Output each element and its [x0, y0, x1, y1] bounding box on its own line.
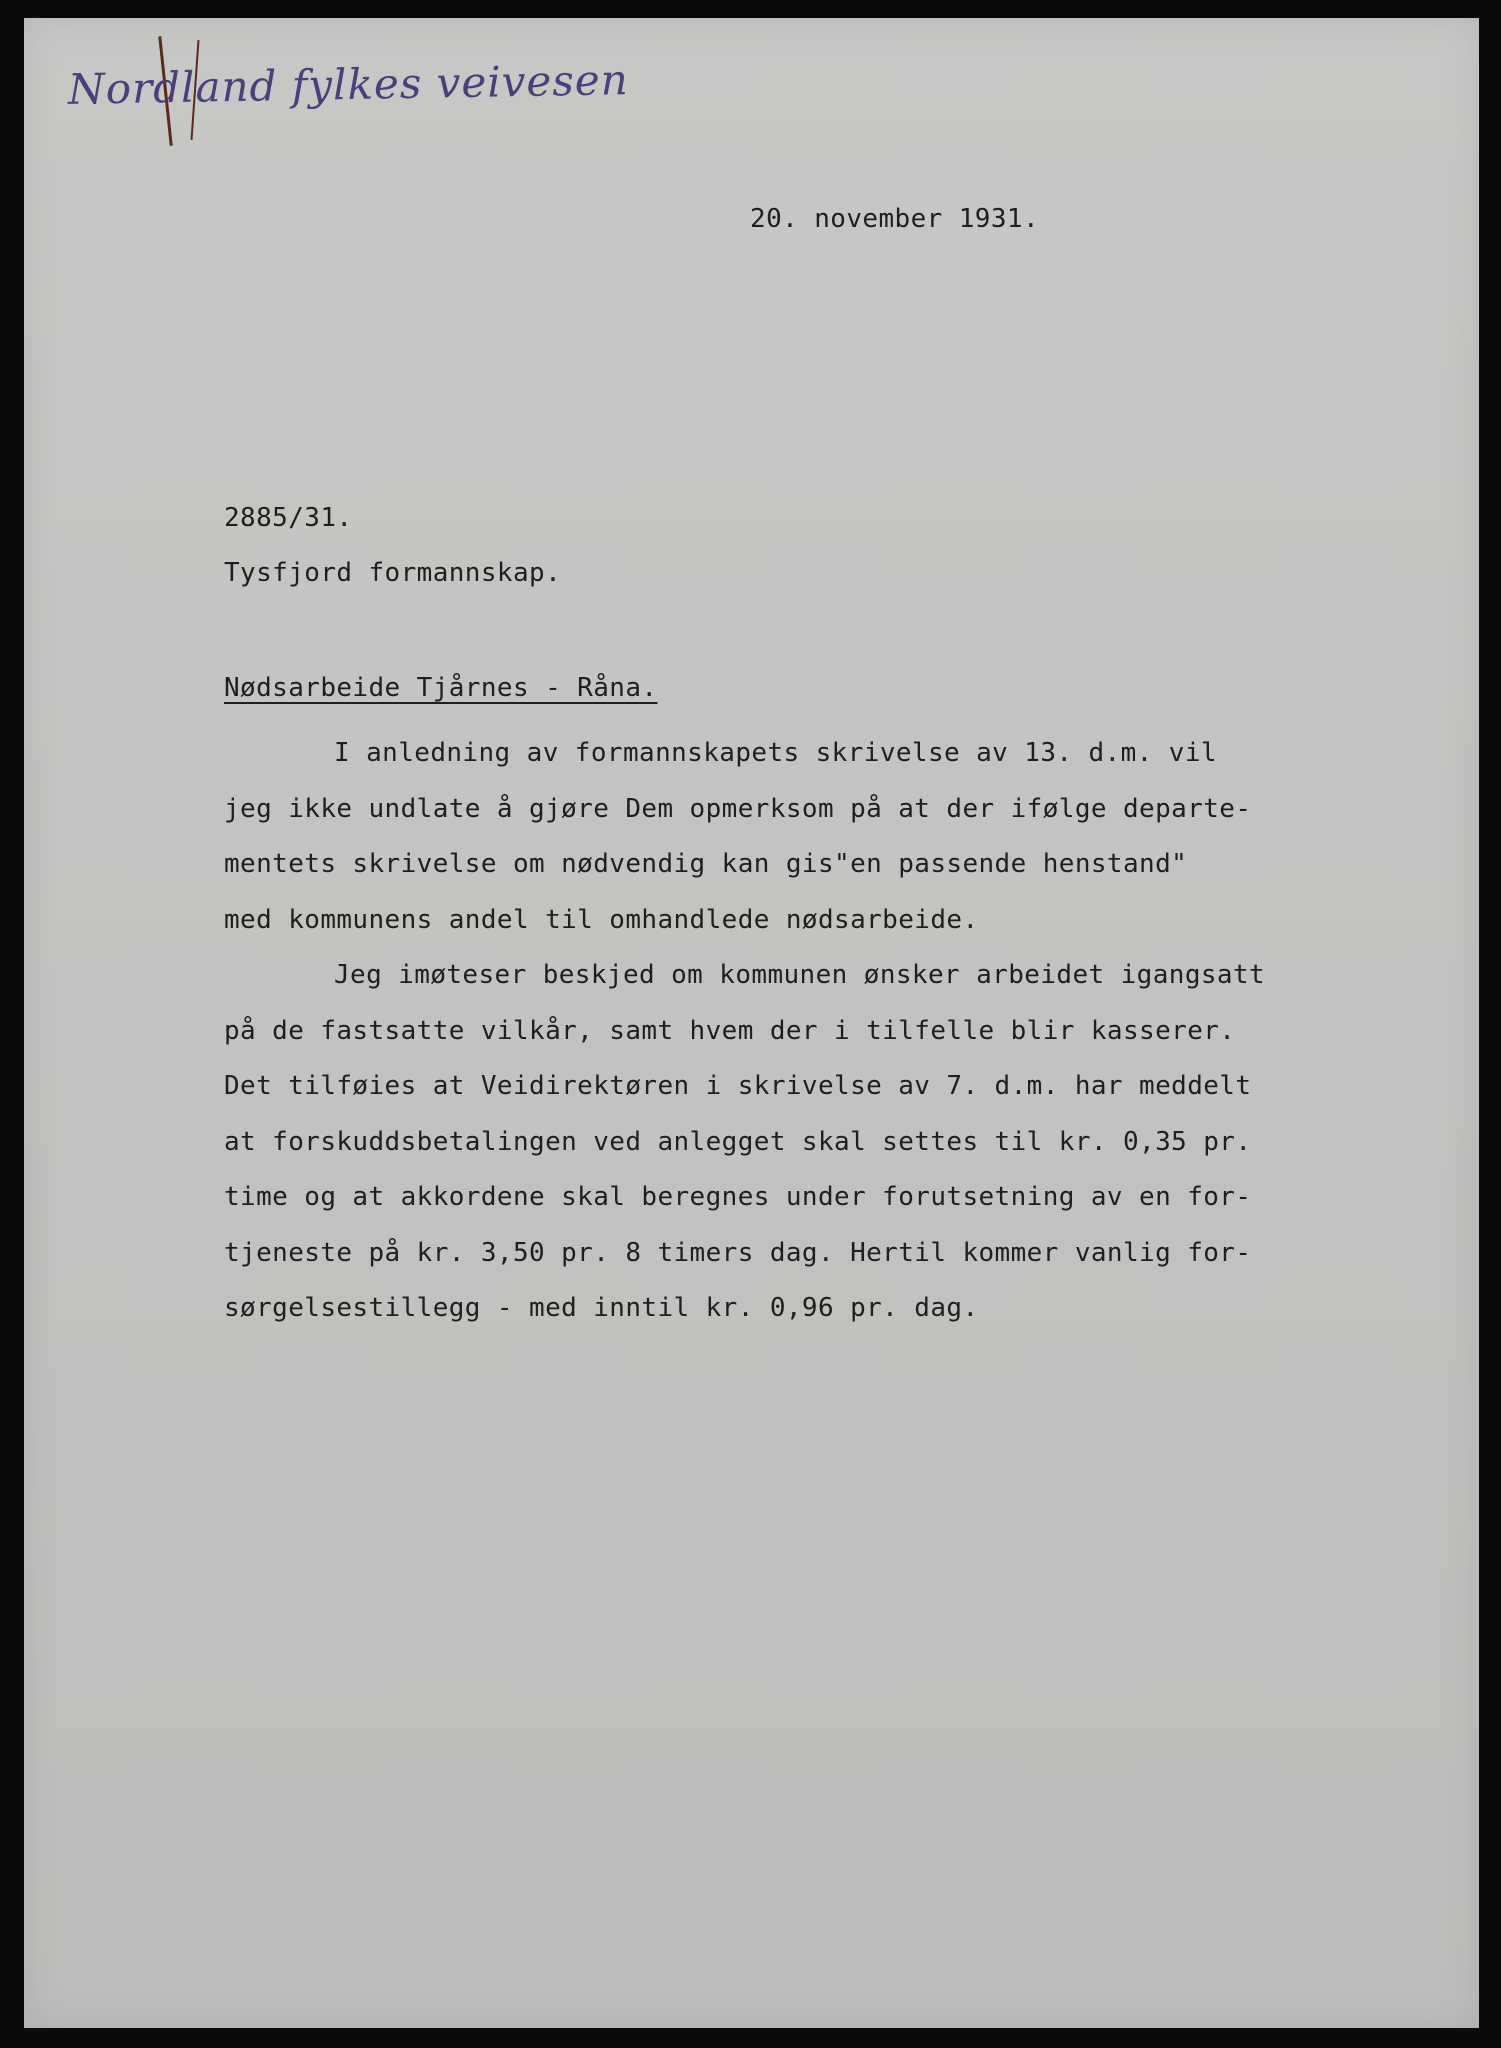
handwritten-header: Nordland fylkes veivesen: [67, 55, 630, 114]
text-line: tjeneste på kr. 3,50 pr. 8 timers dag. Hertil kommer vanlig for-: [224, 1237, 1252, 1268]
text-line: mentets skrivelse om nødvendig kan gis"en passende henstand": [224, 849, 1188, 879]
letter-date: 20. november 1931.: [750, 204, 1039, 234]
subject-line: Nødsarbeide Tjårnes - Råna.: [224, 673, 658, 703]
recipient: Tysfjord formannskap.: [224, 558, 562, 588]
text-line: sørgelsestillegg - med inntil kr. 0,96 pr. dag.: [224, 1293, 979, 1323]
text-line: Jeg imøteser beskjed om kommunen ønsker arbeidet igangsatt: [334, 960, 1266, 990]
text-line: på de fastsatte vilkår, samt hvem der i tilfelle blir kasserer.: [224, 1015, 1236, 1046]
letter-body: [224, 726, 1364, 1337]
reference-number: 2885/31.: [224, 503, 353, 533]
text-line: Det tilføies at Veidirektøren i skrivelse av 7. d.m. har meddelt: [224, 1071, 1252, 1101]
paragraph: [224, 726, 1364, 948]
text-line: time og at akkordene skal beregnes under forutsetning av en for-: [224, 1182, 1252, 1212]
text-line: jeg ikke undlate å gjøre Dem opmerksom på at der ifølge departe-: [224, 793, 1252, 824]
text-line: at forskuddsbetalingen ved anlegget skal settes til kr. 0,35 pr.: [224, 1126, 1252, 1157]
document-page: [24, 18, 1479, 2028]
text-line: I anledning av formannskapets skrivelse av 13. d.m. vil: [334, 738, 1217, 768]
paragraph: [224, 948, 1364, 1337]
text-line: med kommunens andel til omhandlede nødsarbeide.: [224, 904, 979, 935]
